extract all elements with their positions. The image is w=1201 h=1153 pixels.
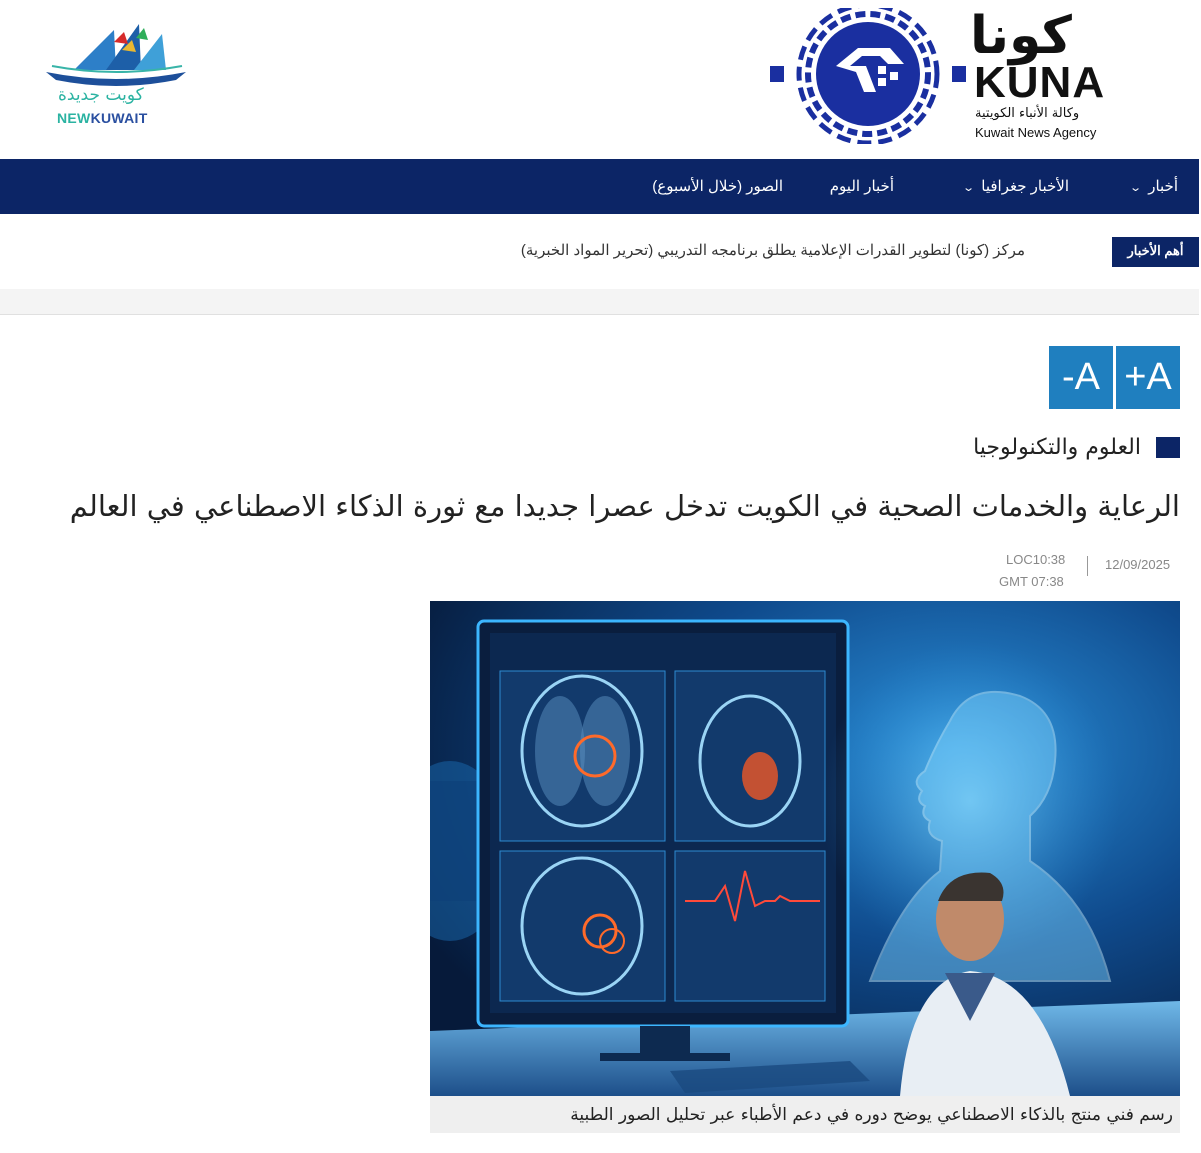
kuna-english-wordmark: KUNA xyxy=(974,58,1106,107)
nav-item-label: أخبار اليوم xyxy=(829,178,894,195)
nav-item-today-news[interactable] xyxy=(830,177,894,195)
increase-font-button[interactable]: +A xyxy=(1116,346,1180,409)
article-local-time: LOC10:38 xyxy=(1006,552,1066,567)
nav-item-label: الصور (خلال الأسبوع) xyxy=(652,178,783,195)
article-gmt-time: GMT 07:38 xyxy=(999,574,1064,589)
chevron-down-icon: ⌄ xyxy=(962,182,976,194)
new-kuwait-english-new: NEW xyxy=(57,110,91,126)
main-navigation xyxy=(0,159,1199,214)
article-date: 12/09/2025 xyxy=(1105,557,1171,572)
decrease-font-button[interactable]: -A xyxy=(1049,346,1113,409)
date-time-divider xyxy=(1087,556,1088,576)
chevron-down-icon: ⌄ xyxy=(1129,182,1143,194)
article-headline: الرعاية والخدمات الصحية في الكويت تدخل عصرا جديدا مع ثورة الذكاء الاصطناعي في العالم xyxy=(69,489,1180,523)
category-marker xyxy=(1156,437,1180,458)
new-kuwait-arabic: كويت جديدة xyxy=(58,85,144,105)
agency-arabic-name: وكالة الأنباء الكويتية xyxy=(975,106,1080,121)
ticker-headline-link[interactable]: مركز (كونا) لتطوير القدرات الإعلامية يطلق برنامجه التدريبي (تحرير المواد الخبرية) xyxy=(520,242,1025,259)
article-image[interactable] xyxy=(430,601,1180,1096)
separator-band xyxy=(0,289,1199,315)
nav-item-weekly-photos[interactable] xyxy=(652,177,783,195)
nav-item-label: أخبار xyxy=(1148,178,1178,195)
nav-item-news[interactable] xyxy=(1131,177,1178,195)
kuna-arabic-wordmark: كونا xyxy=(970,6,1072,66)
agency-english-name: Kuwait News Agency xyxy=(975,125,1097,140)
dhow-boat-icon xyxy=(44,20,189,90)
new-kuwait-english xyxy=(57,110,148,126)
ai-medical-illustration xyxy=(430,601,1180,1096)
kuna-logo[interactable] xyxy=(770,8,1150,144)
site-header xyxy=(0,0,1201,159)
article-category[interactable]: العلوم والتكنولوجيا xyxy=(973,435,1141,460)
nav-item-geographic-news[interactable] xyxy=(964,177,1069,195)
image-caption: رسم فني منتج بالذكاء الاصطناعي يوضح دوره في دعم الأطباء عبر تحليل الصور الطبية xyxy=(570,1105,1173,1125)
new-kuwait-english-kuwait: KUWAIT xyxy=(90,110,148,126)
nav-item-label: الأخبار جغرافيا xyxy=(981,178,1069,195)
ticker-label: أهم الأخبار xyxy=(1112,237,1199,267)
